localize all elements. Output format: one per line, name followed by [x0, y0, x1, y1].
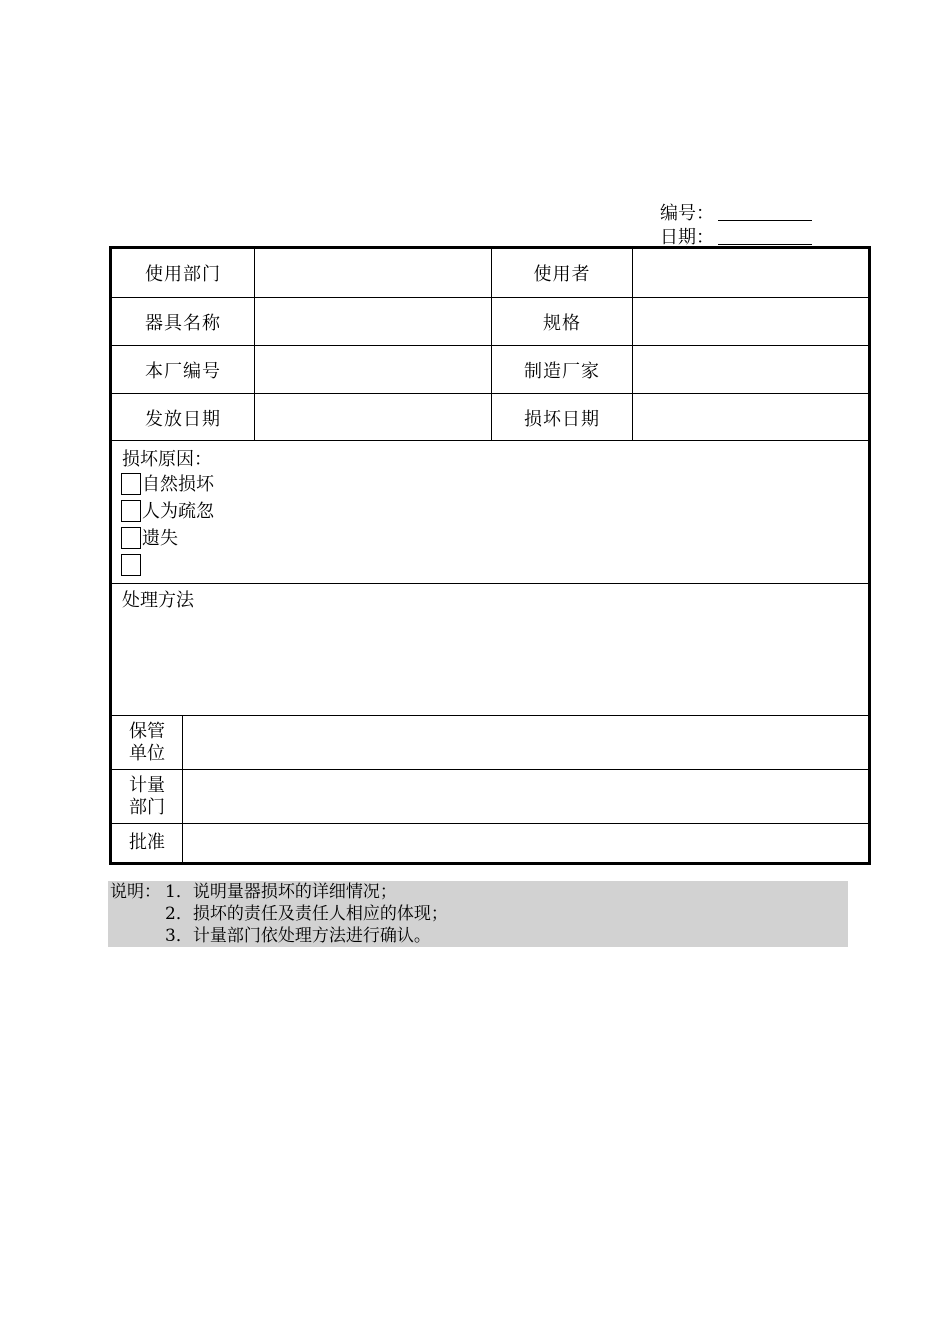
document-date-label: 日期：	[660, 227, 714, 248]
manufacturer-value-cell[interactable]	[632, 346, 868, 394]
document-date-blank[interactable]	[718, 244, 812, 245]
damage-reason-title: 损坏原因：	[122, 449, 212, 470]
handling-method-title: 处理方法	[122, 590, 194, 611]
signature-label-line: 单位	[129, 742, 165, 764]
row-label-issue-date: 发放日期	[145, 408, 221, 430]
reason-option-label: 遗失	[142, 528, 178, 549]
instrument-name-value-cell[interactable]	[254, 298, 491, 346]
row-label-damage-date: 损坏日期	[491, 394, 632, 441]
note-item: 2．损坏的责任及责任人相应的体现；	[165, 904, 448, 924]
checkbox[interactable]	[121, 473, 141, 495]
signature-label-metrology	[112, 770, 183, 823]
row-label-specification: 规格	[491, 298, 632, 346]
department-value-cell[interactable]	[254, 249, 491, 297]
document-number-label: 编号：	[660, 203, 714, 224]
damage-report-form	[109, 246, 871, 865]
form-row-dates	[112, 393, 868, 441]
form-row-factory-number	[112, 345, 868, 394]
signature-row-custodian	[112, 715, 868, 769]
signature-label-line: 保管	[129, 720, 165, 742]
signature-row-approval	[112, 823, 868, 862]
checkbox[interactable]	[121, 527, 141, 549]
note-item: 3．计量部门依处理方法进行确认。	[165, 926, 431, 946]
user-value-cell[interactable]	[632, 249, 868, 297]
row-label-department: 使用部门	[145, 264, 221, 285]
form-row-instrument	[112, 297, 868, 346]
document-number-blank[interactable]	[718, 220, 812, 221]
factory-number-value-cell[interactable]	[254, 346, 491, 394]
row-label-instrument-name: 器具名称	[145, 313, 221, 334]
handling-method-section[interactable]	[112, 583, 868, 715]
row-label-factory-number: 本厂编号	[145, 361, 221, 382]
reason-option-label: 人为疏忽	[142, 501, 214, 522]
checkbox[interactable]	[121, 500, 141, 522]
issue-date-value-cell[interactable]	[254, 394, 491, 441]
notes-box	[108, 881, 848, 947]
row-label-user: 使用者	[491, 249, 632, 297]
signature-label-custodian	[112, 716, 183, 769]
checkbox[interactable]	[121, 554, 141, 576]
signature-label-line: 计量	[129, 774, 165, 796]
row-label-manufacturer: 制造厂家	[491, 346, 632, 394]
specification-value-cell[interactable]	[632, 298, 868, 346]
note-item: 1．说明量器损坏的详细情况；	[165, 882, 397, 902]
damage-date-value-cell[interactable]	[632, 394, 868, 441]
document-number-field	[660, 202, 714, 226]
notes-prefix: 说明：	[110, 882, 161, 902]
form-row-department	[112, 249, 868, 297]
signature-label-line: 部门	[129, 796, 165, 818]
reason-option-label: 自然损坏	[142, 474, 214, 495]
signature-row-metrology	[112, 769, 868, 823]
signature-label-line: 批准	[129, 832, 165, 853]
damage-reason-section	[112, 440, 868, 583]
signature-label-approval	[112, 824, 183, 862]
